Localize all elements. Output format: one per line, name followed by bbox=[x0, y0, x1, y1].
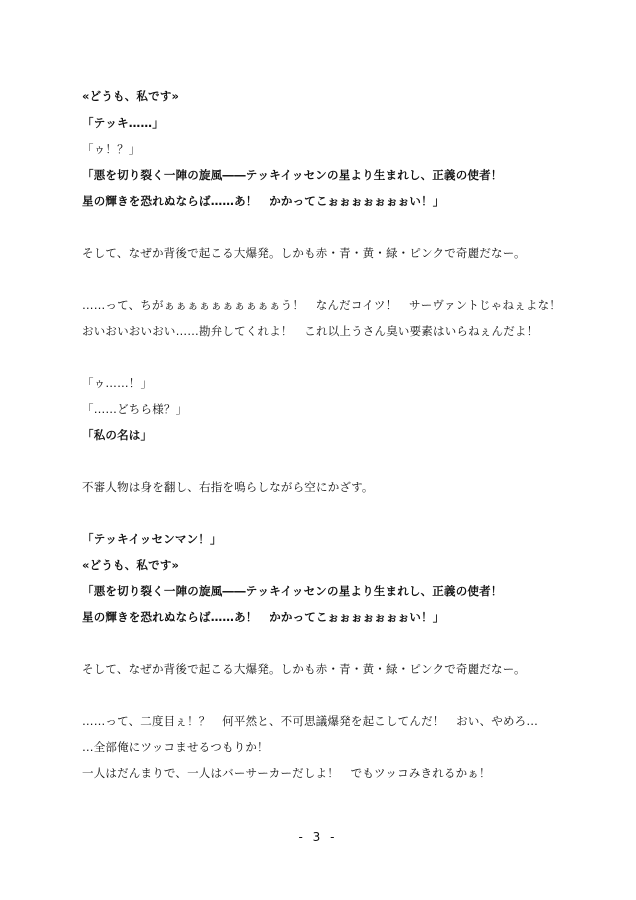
narration-line: 一人はだんまりで、一人はバーサーカーだしよ！ でもツッコみきれるかぁ！ bbox=[82, 766, 491, 780]
narration-line: おいおいおいおい……勘弁してくれよ！ これ以上うさん臭い要素はいらねぇんだよ！ bbox=[82, 324, 539, 338]
narration-line: …全部俺にツッコませるつもりか！ bbox=[82, 740, 269, 754]
dialogue-line: 「悪を切り裂く一陣の旋風――テッキイッセンの星より生まれし、正義の使者！ bbox=[82, 584, 503, 598]
dialogue-line: 星の輝きを恐れぬならば……あ！ かかってこぉぉぉぉぉぉぉい！」 bbox=[82, 194, 445, 208]
narration-line: そして、なぜか背後で起こる大爆発。しかも赤・青・黄・緑・ピンクで奇麗だなー。 bbox=[82, 662, 526, 676]
dialogue-line: 「テッキ……」 bbox=[82, 116, 164, 130]
dialogue-line: 「テッキイッセンマン！」 bbox=[82, 532, 222, 546]
narration-line: ……って、二度目ぇ！？ 何平然と、不可思議爆発を起こしてんだ！ おい、やめろ… bbox=[82, 714, 539, 728]
dialogue-line: 「私の名は」 bbox=[82, 428, 153, 442]
dialogue-line: 「ゥ……！」 bbox=[82, 376, 153, 390]
narration-line: ……って、ちがぁぁぁぁぁぁぁぁぁぁう！ なんだコイツ！ サーヴァントじゃねぇよな！ bbox=[82, 298, 562, 312]
dialogue-line: «どうも、私です» bbox=[82, 558, 180, 572]
dialogue-line: 「ゥ！？」 bbox=[82, 142, 141, 156]
dialogue-line: «どうも、私です» bbox=[82, 89, 180, 103]
page-number: - 3 - bbox=[298, 830, 338, 844]
dialogue-line: 星の輝きを恐れぬならば……あ！ かかってこぉぉぉぉぉぉぉい！」 bbox=[82, 610, 445, 624]
narration-line: 不審人物は身を翻し、右指を鳴らしながら空にかざす。 bbox=[82, 480, 374, 494]
dialogue-line: 「悪を切り裂く一陣の旋風――テッキイッセンの星より生まれし、正義の使者！ bbox=[82, 168, 503, 182]
dialogue-line: 「……どちら様？」 bbox=[82, 402, 188, 416]
narration-line: そして、なぜか背後で起こる大爆発。しかも赤・青・黄・緑・ピンクで奇麗だなー。 bbox=[82, 246, 526, 260]
